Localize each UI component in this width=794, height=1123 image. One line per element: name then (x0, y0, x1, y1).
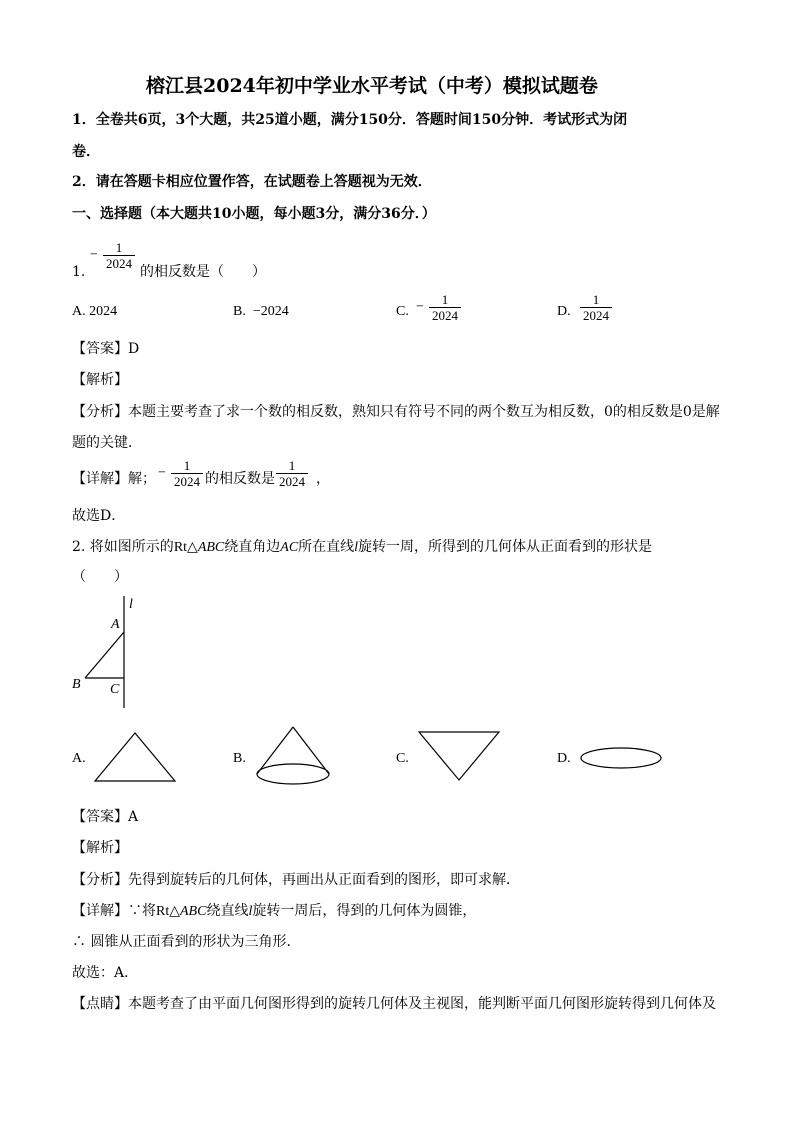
q2-option-a-triangle (92, 730, 178, 784)
q2-answer: 【答案】A (72, 809, 139, 825)
q2-rt: Rt△ (173, 540, 198, 555)
q2-stem-pre: 2. 将如图所示的 (72, 539, 174, 555)
because-symbol: ∵ (128, 903, 142, 919)
q2-fenxi: 【分析】先得到旋转后的几何体，再画出从正面看到的图形，即可求解． (72, 872, 520, 888)
q2-xiangjie-abc: ABC (180, 904, 207, 919)
q2-xiangjie-pre: 【详解】 (72, 903, 128, 919)
q1-frac-den: 2024 (103, 255, 135, 271)
q1-answer: 【答案】D (72, 341, 140, 357)
q2-line-2 (72, 933, 300, 951)
q2-analysis-head: 【解析】 (72, 840, 128, 856)
q1-xiangjie-end: ， (316, 471, 330, 487)
q2-option-b-cone (253, 724, 333, 788)
q1-xiangjie-mid: 的相反数是 (205, 471, 275, 487)
q1-xiangjie-expr (158, 458, 203, 489)
option-a-label: A. (72, 304, 86, 319)
therefore-symbol: ∴ (72, 934, 86, 950)
q2-triangle-figure (70, 592, 150, 712)
q1-stem: 的相反数是（ ） (140, 264, 266, 280)
q1-conclusion: 故选D． (72, 508, 126, 524)
note-1-line-2: 卷． (72, 144, 100, 160)
q2-ac: AC (280, 540, 299, 555)
q2-option-a-label: A. (72, 751, 86, 766)
q1-option-d-label: D. (557, 304, 571, 319)
q2-line-2-text: 圆锥从正面看到的形状为三角形． (90, 934, 301, 950)
q2-option-b-label: B. (233, 751, 246, 766)
q1-fenxi-line-2: 题的关键． (72, 435, 142, 451)
q2-xiangjie-rt: Rt△ (156, 904, 180, 919)
q2-xiangjie (72, 902, 476, 921)
q1-option-b (233, 303, 289, 321)
q2-xiangjie-mid: 将 (142, 903, 156, 919)
option-c-num: 1 (441, 292, 449, 307)
q2-option-c-inverted-triangle (416, 728, 502, 784)
section-heading-choice: 一、选择题（本大题共10小题，每小题3分，满分36分．） (72, 206, 436, 222)
q2-xiangjie-mid2: 绕直线 (206, 903, 249, 919)
page-title: 榕江县2024年初中学业水平考试（中考）模拟试题卷 (146, 75, 598, 97)
q2-xiangjie-l: l (248, 904, 253, 919)
q2-stem-end: 旋转一周，所得到的几何体从正面看到的形状是 (358, 539, 653, 555)
label-l: l (129, 597, 133, 612)
q1-option-c-value (416, 292, 461, 323)
option-d-num: 1 (592, 292, 600, 307)
q2-paren: （ ） (72, 569, 128, 585)
q2-option-d-label: D. (557, 751, 571, 766)
q1-expression (90, 240, 135, 271)
label-b: B (72, 677, 81, 692)
note-1-line-1: 1．全卷共6页，3个大题，共25道小题，满分150分．答题时间150分钟．考试形式为闭 (72, 112, 628, 128)
option-d-den: 2024 (580, 307, 612, 323)
q1-xiangjie-pre: 【详解】解； (72, 471, 156, 487)
q1-analysis-head: 【解析】 (72, 372, 128, 388)
q2-xiangjie-end: 旋转一周后，得到的几何体为圆锥， (252, 903, 477, 919)
q1-number: 1. (72, 264, 86, 280)
option-c-den: 2024 (429, 307, 461, 323)
q1-frac-num: 1 (115, 240, 123, 255)
q2-stem-mid2: 所在直线 (298, 539, 355, 555)
q1-fenxi-line-1: 【分析】本题主要考查了求一个数的相反数，熟知只有符号不同的两个数互为相反数，0的相反数是0是解 (72, 404, 720, 420)
q1-fraction (103, 240, 135, 271)
xiangjie-minus: − (158, 465, 166, 481)
q2-dianjing: 【点睛】本题考查了由平面几何图形得到的旋转几何体及主视图，能判断平面几何图形旋转得到几何体及 (72, 996, 716, 1012)
option-a-value: 2024 (89, 304, 118, 319)
hypotenuse-ab (85, 632, 124, 678)
q2-l: l (354, 540, 359, 555)
q2-option-d-ellipse (578, 744, 664, 772)
q1-option-c-label: C. (396, 304, 409, 319)
q2-stem (72, 538, 652, 557)
xiangjie-den-2: 2024 (276, 473, 308, 489)
q1-minus: − (90, 247, 98, 263)
q2-abc: ABC (197, 540, 225, 555)
label-a: A (111, 617, 120, 632)
label-c: C (110, 682, 120, 697)
q2-stem-mid1: 绕直角边 (224, 539, 281, 555)
option-b-value: −2024 (252, 304, 289, 319)
option-c-minus: − (416, 299, 424, 315)
xiangjie-den: 2024 (171, 473, 203, 489)
q2-conclusion: 故选：A． (72, 965, 139, 981)
q1-option-d-value (580, 292, 612, 323)
xiangjie-num: 1 (183, 458, 191, 473)
q1-xiangjie-expr-2 (276, 458, 308, 489)
q1-option-a (72, 303, 117, 321)
option-b-label: B. (233, 304, 246, 319)
xiangjie-num-2: 1 (288, 458, 296, 473)
note-2: 2．请在答题卡相应位置作答，在试题卷上答题视为无效． (72, 174, 432, 190)
q2-option-c-label: C. (396, 751, 409, 766)
